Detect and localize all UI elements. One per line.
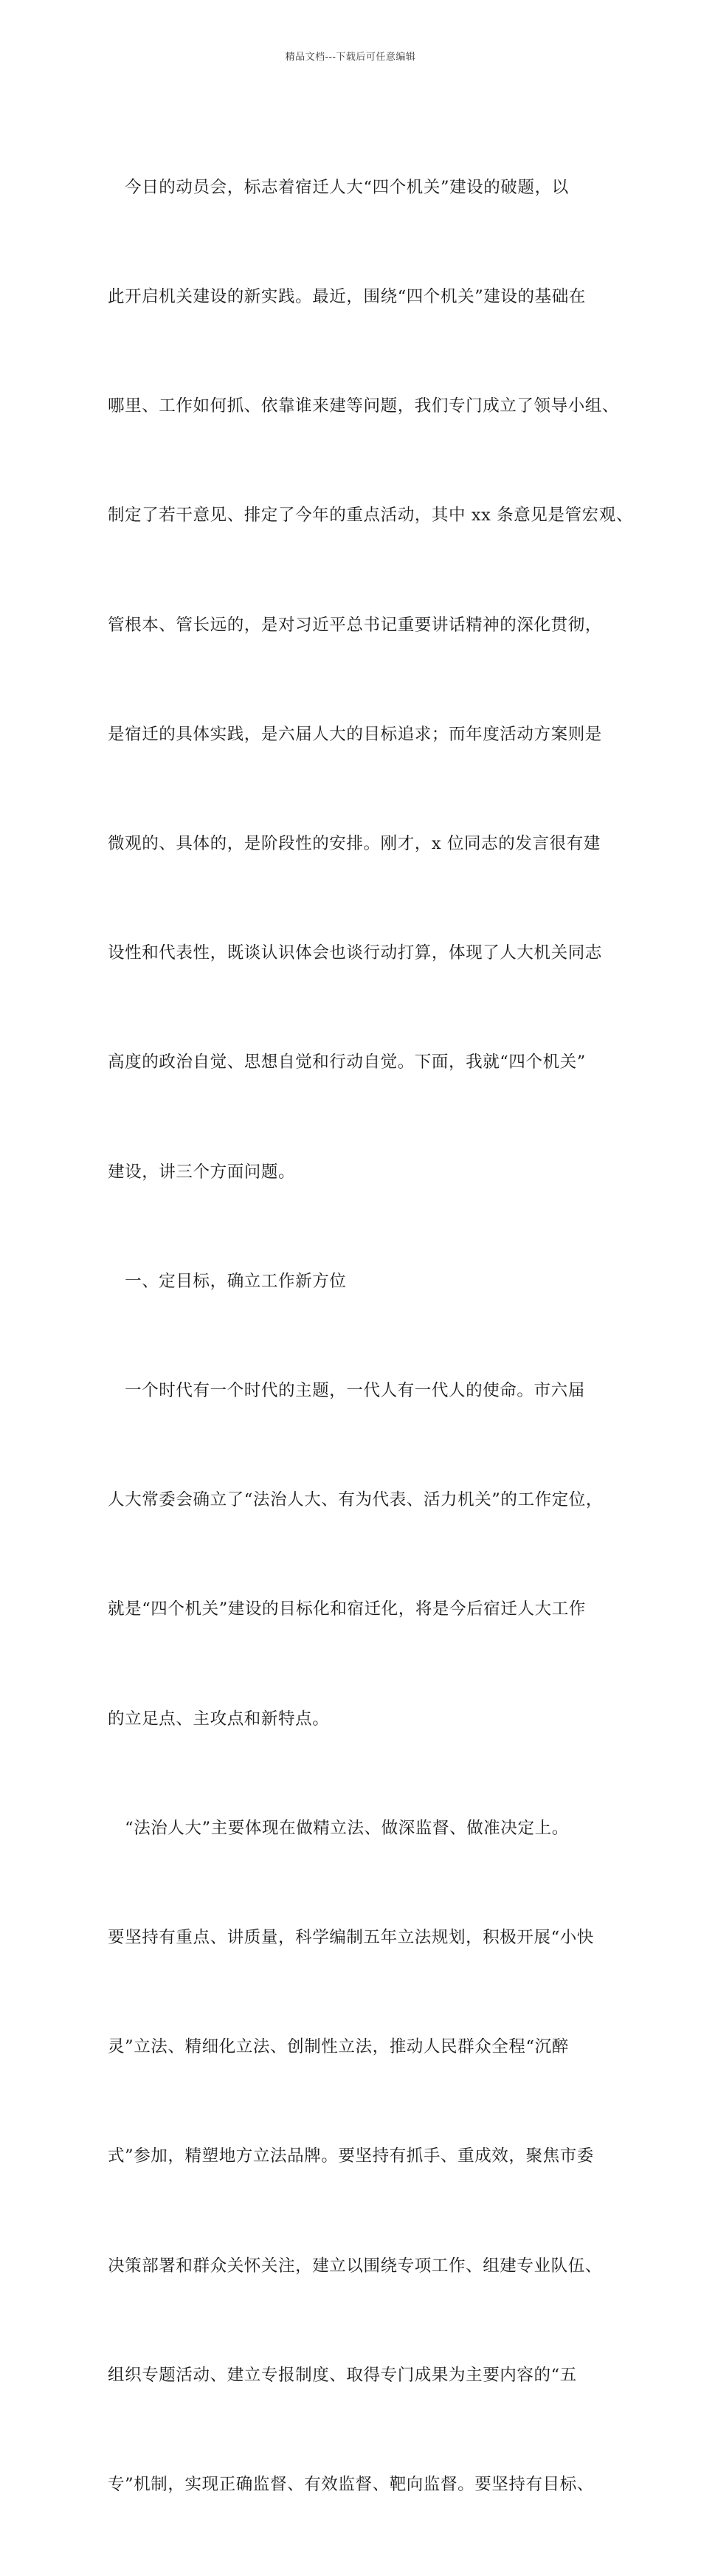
text-line: 式”参加，精塑地方立法品牌。要坚持有抓手、重成效，聚焦市委 xyxy=(108,2146,594,2166)
document-body xyxy=(108,97,633,2576)
text-line: 专”机制，实现正确监督、有效监督、靶向监督。要坚持有目标、 xyxy=(108,2475,594,2495)
text-line: 制定了若干意见、排定了今年的重点活动，其中 xx 条意见是管宏观、 xyxy=(108,506,633,526)
page-header: 精品文档---下载后可任意编辑 xyxy=(285,52,416,63)
text-line: 组织专题活动、建立专报制度、取得专门成果为主要内容的“五 xyxy=(108,2365,577,2385)
text-line: 今日的动员会，标志着宿迁人大“四个机关”建设的破题，以 xyxy=(108,177,569,197)
text-line: 此开启机关建设的新实践。最近，围绕“四个机关”建设的基础在 xyxy=(108,287,586,307)
text-line: “法治人大”主要体现在做精立法、做深监督、做准决定上。 xyxy=(108,1818,569,1838)
text-line: 一个时代有一个时代的主题，一代人有一代人的使命。市六届 xyxy=(108,1381,585,1401)
text-line: 决策部署和群众关怀关注，建立以围绕专项工作、组建专业队伍、 xyxy=(108,2256,602,2276)
text-line: 管根本、管长远的，是对习近平总书记重要讲话精神的深化贯彻， xyxy=(108,615,602,635)
text-line: 微观的、具体的，是阶段性的安排。刚才，x 位同志的发言很有建 xyxy=(108,834,601,854)
text-line: 建设，讲三个方面问题。 xyxy=(108,1162,296,1182)
text-line: 就是“四个机关”建设的目标化和宿迁化，将是今后宿迁人大工作 xyxy=(108,1599,586,1619)
text-line: 哪里、工作如何抓、依靠谁来建等问题，我们专门成立了领导小组、 xyxy=(108,396,620,416)
text-line: 的立足点、主攻点和新特点。 xyxy=(108,1709,330,1729)
section-heading: 一、定目标，确立工作新方位 xyxy=(108,1271,347,1291)
text-line: 人大常委会确立了“法治人大、有为代表、活力机关”的工作定位， xyxy=(108,1490,604,1510)
text-line: 要坚持有重点、讲质量，科学编制五年立法规划，积极开展“小快 xyxy=(108,1928,594,1948)
text-line: 是宿迁的具体实践，是六届人大的目标追求；而年度活动方案则是 xyxy=(108,724,602,744)
text-line: 设性和代表性，既谈认识体会也谈行动打算，体现了人大机关同志 xyxy=(108,943,602,963)
text-line: 高度的政治自觉、思想自觉和行动自觉。下面，我就“四个机关” xyxy=(108,1053,586,1072)
text-line: 灵”立法、精细化立法、创制性立法，推动人民群众全程“沉醉 xyxy=(108,2037,569,2057)
